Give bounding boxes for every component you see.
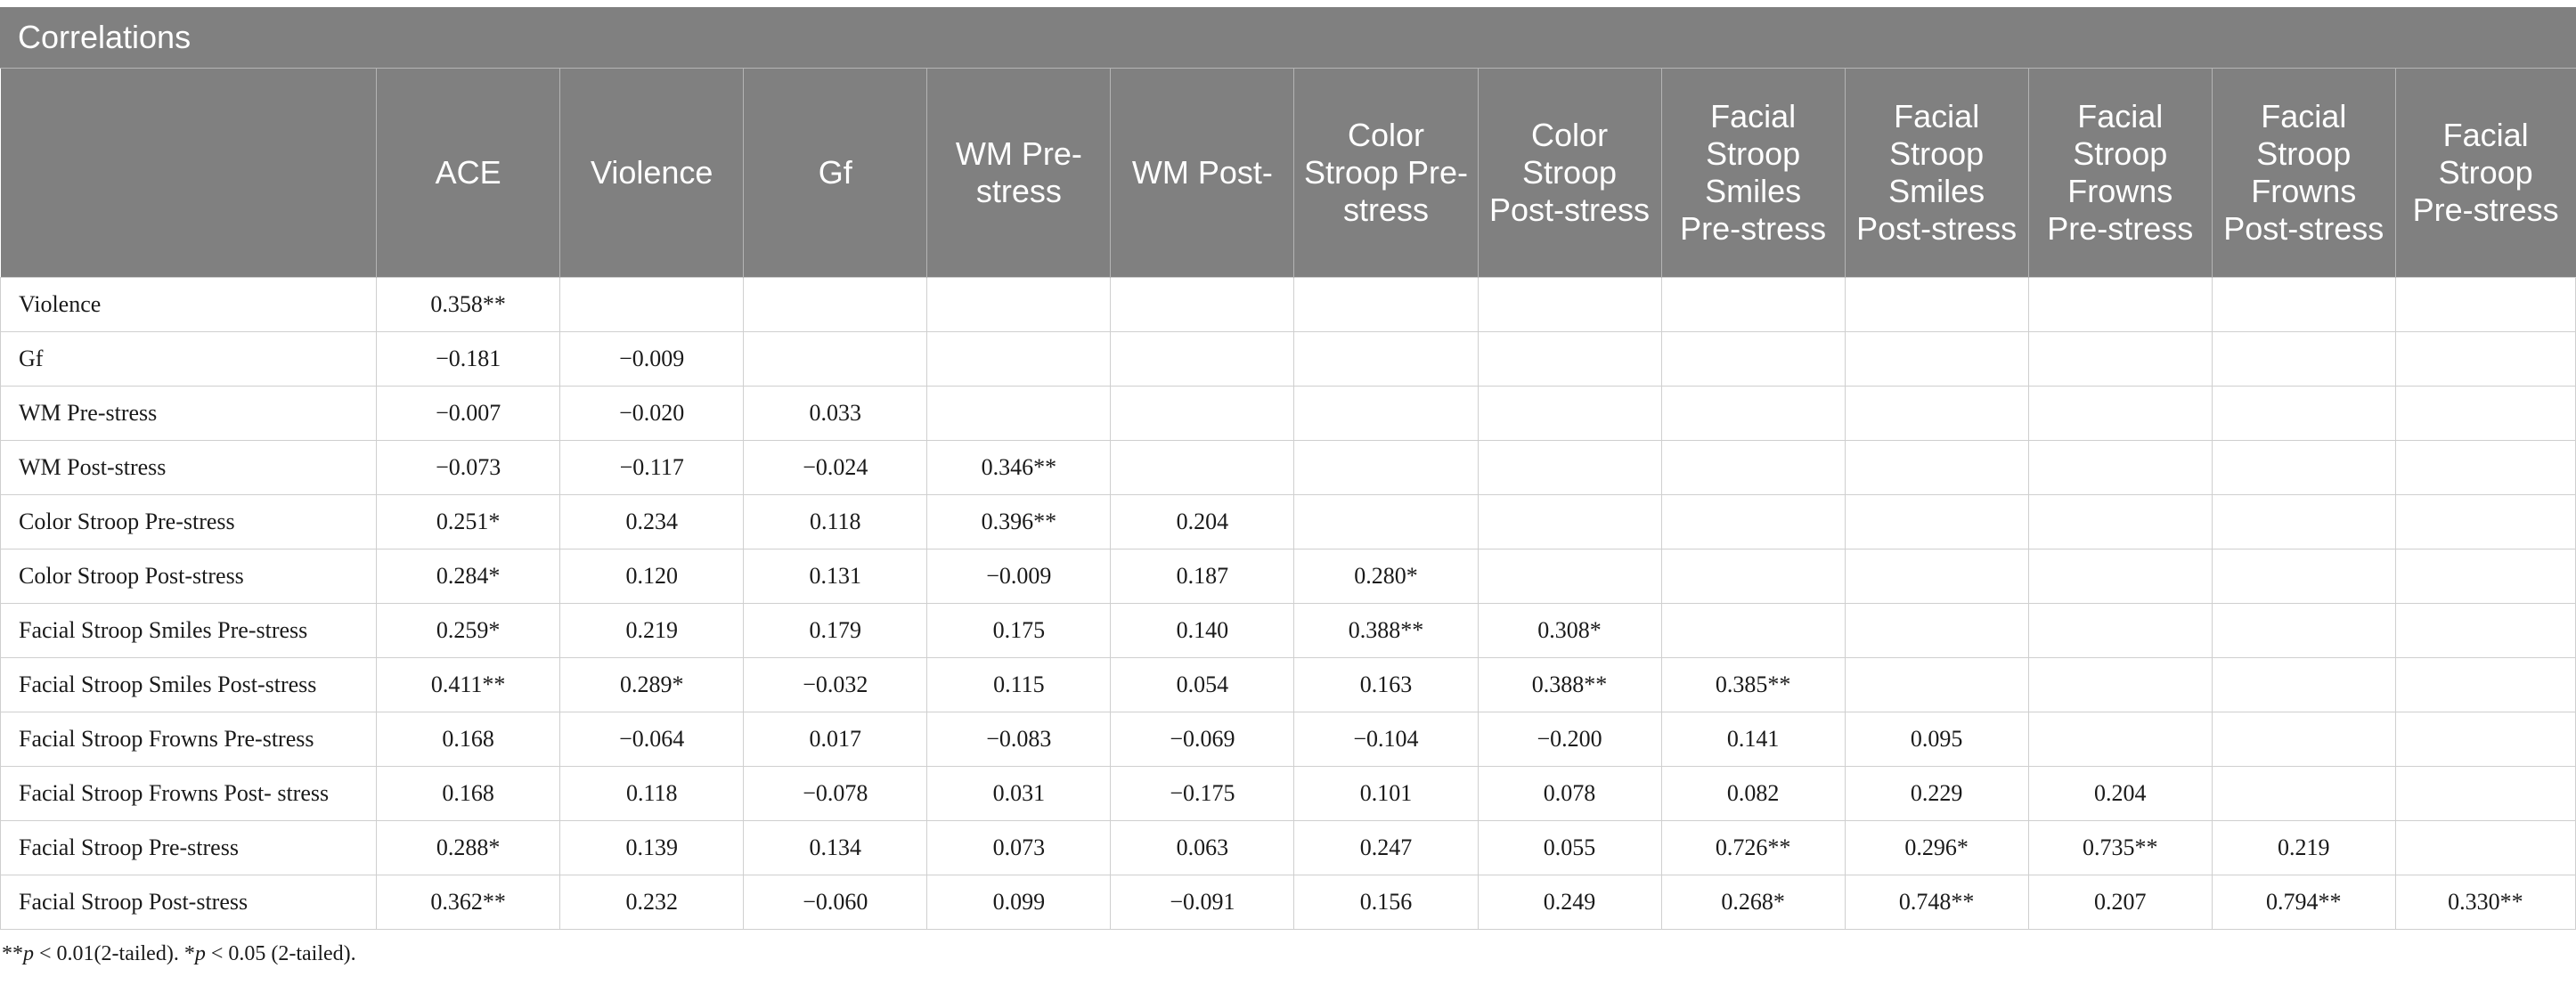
table-row bbox=[1, 821, 2576, 875]
table-cell: 0.268* bbox=[1661, 875, 1845, 930]
table-row bbox=[1, 332, 2576, 387]
table-cell: 0.055 bbox=[1478, 821, 1661, 875]
table-cell bbox=[1294, 387, 1478, 441]
table-cell: 0.358** bbox=[377, 278, 560, 332]
table-cell: 0.168 bbox=[377, 712, 560, 767]
column-header: Facial Stroop Pre-stress bbox=[2395, 69, 2575, 278]
table-cell: 0.141 bbox=[1661, 712, 1845, 767]
row-label: Facial Stroop Pre-stress bbox=[1, 821, 377, 875]
table-cell: 0.118 bbox=[560, 767, 744, 821]
table-cell bbox=[1845, 549, 2028, 604]
footnote-p-symbol: p bbox=[194, 942, 206, 965]
table-cell: 0.219 bbox=[560, 604, 744, 658]
column-header: ACE bbox=[377, 69, 560, 278]
table-cell bbox=[1111, 332, 1294, 387]
table-cell: 0.411** bbox=[377, 658, 560, 712]
table-cell bbox=[1845, 441, 2028, 495]
row-label: WM Pre-stress bbox=[1, 387, 377, 441]
table-cell bbox=[2028, 441, 2212, 495]
table-cell bbox=[2395, 658, 2575, 712]
table-cell: −0.064 bbox=[560, 712, 744, 767]
column-header: Facial Stroop Smiles Post-stress bbox=[1845, 69, 2028, 278]
table-cell: 0.156 bbox=[1294, 875, 1478, 930]
table-row bbox=[1, 767, 2576, 821]
table-cell: 0.118 bbox=[744, 495, 927, 549]
table-cell: 0.099 bbox=[927, 875, 1111, 930]
table-cell bbox=[927, 278, 1111, 332]
table-cell bbox=[2028, 712, 2212, 767]
row-label: Facial Stroop Smiles Post-stress bbox=[1, 658, 377, 712]
table-cell bbox=[1294, 278, 1478, 332]
table-cell bbox=[1478, 495, 1661, 549]
table-cell bbox=[2212, 712, 2395, 767]
table-cell: 0.139 bbox=[560, 821, 744, 875]
table-cell: 0.082 bbox=[1661, 767, 1845, 821]
footnote-text-2: < 0.05 (2-tailed). bbox=[205, 942, 356, 965]
table-cell: 0.280* bbox=[1294, 549, 1478, 604]
header-row bbox=[1, 69, 2576, 278]
table-cell: 0.735** bbox=[2028, 821, 2212, 875]
column-header: Gf bbox=[744, 69, 927, 278]
table-cell bbox=[1294, 332, 1478, 387]
table-cell: 0.033 bbox=[744, 387, 927, 441]
table-cell: 0.229 bbox=[1845, 767, 2028, 821]
table-cell bbox=[2395, 387, 2575, 441]
table-cell bbox=[1111, 278, 1294, 332]
table-cell bbox=[1845, 495, 2028, 549]
table-row bbox=[1, 495, 2576, 549]
table-cell bbox=[1845, 658, 2028, 712]
table-cell: 0.362** bbox=[377, 875, 560, 930]
table-cell: 0.296* bbox=[1845, 821, 2028, 875]
table-cell: 0.140 bbox=[1111, 604, 1294, 658]
table-cell bbox=[2395, 332, 2575, 387]
table-cell bbox=[2395, 549, 2575, 604]
table-cell: 0.249 bbox=[1478, 875, 1661, 930]
table-row bbox=[1, 604, 2576, 658]
column-header: Facial Stroop Frowns Pre-stress bbox=[2028, 69, 2212, 278]
table-cell bbox=[2395, 441, 2575, 495]
table-cell: 0.284* bbox=[377, 549, 560, 604]
table-caption: Correlations bbox=[0, 7, 2576, 69]
table-cell: −0.175 bbox=[1111, 767, 1294, 821]
correlations-table-figure bbox=[0, 7, 2576, 966]
table-cell bbox=[2395, 712, 2575, 767]
table-cell: 0.120 bbox=[560, 549, 744, 604]
row-label: Facial Stroop Smiles Pre-stress bbox=[1, 604, 377, 658]
table-cell bbox=[1661, 387, 1845, 441]
table-cell bbox=[1661, 604, 1845, 658]
table-cell: −0.009 bbox=[927, 549, 1111, 604]
table-cell bbox=[1478, 278, 1661, 332]
table-cell bbox=[1845, 387, 2028, 441]
table-row bbox=[1, 712, 2576, 767]
table-row bbox=[1, 387, 2576, 441]
table-cell bbox=[1478, 387, 1661, 441]
table-cell bbox=[1661, 332, 1845, 387]
table-cell: −0.091 bbox=[1111, 875, 1294, 930]
table-cell bbox=[2212, 604, 2395, 658]
table-cell bbox=[927, 332, 1111, 387]
table-cell bbox=[1661, 495, 1845, 549]
table-cell: 0.219 bbox=[2212, 821, 2395, 875]
table-cell: −0.009 bbox=[560, 332, 744, 387]
table-cell: 0.163 bbox=[1294, 658, 1478, 712]
column-header: Violence bbox=[560, 69, 744, 278]
table-cell: 0.134 bbox=[744, 821, 927, 875]
row-label: Color Stroop Post-stress bbox=[1, 549, 377, 604]
footnote-stars: ** bbox=[2, 942, 23, 965]
footnote-p-symbol: p bbox=[23, 942, 34, 965]
table-cell: 0.179 bbox=[744, 604, 927, 658]
table-cell bbox=[1478, 441, 1661, 495]
table-cell: −0.104 bbox=[1294, 712, 1478, 767]
table-row bbox=[1, 875, 2576, 930]
table-cell: 0.017 bbox=[744, 712, 927, 767]
table-cell bbox=[2028, 658, 2212, 712]
table-cell: 0.073 bbox=[927, 821, 1111, 875]
table-cell bbox=[2212, 441, 2395, 495]
table-cell: 0.207 bbox=[2028, 875, 2212, 930]
table-cell bbox=[2028, 332, 2212, 387]
column-header: Color Stroop Pre-stress bbox=[1294, 69, 1478, 278]
table-cell bbox=[2395, 495, 2575, 549]
table-cell bbox=[2212, 495, 2395, 549]
table-cell: −0.078 bbox=[744, 767, 927, 821]
table-cell: 0.247 bbox=[1294, 821, 1478, 875]
row-label: Facial Stroop Post-stress bbox=[1, 875, 377, 930]
table-cell: −0.200 bbox=[1478, 712, 1661, 767]
table-cell: 0.031 bbox=[927, 767, 1111, 821]
table-row bbox=[1, 549, 2576, 604]
table-cell bbox=[2395, 604, 2575, 658]
table-cell bbox=[2028, 604, 2212, 658]
row-label: Facial Stroop Frowns Post- stress bbox=[1, 767, 377, 821]
row-label: Facial Stroop Frowns Pre-stress bbox=[1, 712, 377, 767]
row-label: Gf bbox=[1, 332, 377, 387]
table-cell: −0.020 bbox=[560, 387, 744, 441]
table-cell: 0.346** bbox=[927, 441, 1111, 495]
table-cell: 0.748** bbox=[1845, 875, 2028, 930]
table-footnote bbox=[0, 930, 2576, 966]
table-cell bbox=[1294, 441, 1478, 495]
table-cell bbox=[1661, 549, 1845, 604]
table-cell: 0.115 bbox=[927, 658, 1111, 712]
table-cell bbox=[1478, 332, 1661, 387]
table-cell: 0.251* bbox=[377, 495, 560, 549]
table-cell: 0.794** bbox=[2212, 875, 2395, 930]
table-cell: 0.234 bbox=[560, 495, 744, 549]
table-row bbox=[1, 278, 2576, 332]
column-header: WM Pre-stress bbox=[927, 69, 1111, 278]
table-cell bbox=[1845, 604, 2028, 658]
table-cell: 0.288* bbox=[377, 821, 560, 875]
table-cell: 0.187 bbox=[1111, 549, 1294, 604]
table-cell bbox=[2212, 549, 2395, 604]
table-cell bbox=[1845, 332, 2028, 387]
table-cell bbox=[744, 332, 927, 387]
table-cell bbox=[1661, 441, 1845, 495]
table-cell bbox=[2028, 387, 2212, 441]
table-cell bbox=[2395, 767, 2575, 821]
table-cell: −0.181 bbox=[377, 332, 560, 387]
table-cell: 0.289* bbox=[560, 658, 744, 712]
table-cell: −0.083 bbox=[927, 712, 1111, 767]
table-cell: 0.101 bbox=[1294, 767, 1478, 821]
row-label: Violence bbox=[1, 278, 377, 332]
table-cell bbox=[1845, 278, 2028, 332]
table-cell: −0.032 bbox=[744, 658, 927, 712]
table-row bbox=[1, 658, 2576, 712]
table-cell: 0.726** bbox=[1661, 821, 1845, 875]
table-cell: 0.330** bbox=[2395, 875, 2575, 930]
row-label: WM Post-stress bbox=[1, 441, 377, 495]
footnote-text-1: < 0.01(2-tailed). * bbox=[34, 942, 195, 965]
table-cell bbox=[1478, 549, 1661, 604]
table-cell bbox=[744, 278, 927, 332]
table-cell: 0.175 bbox=[927, 604, 1111, 658]
table-cell: 0.063 bbox=[1111, 821, 1294, 875]
header-cell-corner bbox=[1, 69, 377, 278]
table-cell: 0.204 bbox=[1111, 495, 1294, 549]
column-header: Facial Stroop Frowns Post-stress bbox=[2212, 69, 2395, 278]
table-cell: −0.117 bbox=[560, 441, 744, 495]
table-cell: 0.232 bbox=[560, 875, 744, 930]
table-row bbox=[1, 441, 2576, 495]
table-cell bbox=[2028, 549, 2212, 604]
table-cell: −0.069 bbox=[1111, 712, 1294, 767]
table-cell: 0.388** bbox=[1478, 658, 1661, 712]
table-cell: 0.259* bbox=[377, 604, 560, 658]
table-cell bbox=[2028, 278, 2212, 332]
table-cell bbox=[927, 387, 1111, 441]
table-cell bbox=[2395, 821, 2575, 875]
table-cell: 0.168 bbox=[377, 767, 560, 821]
column-header: WM Post- bbox=[1111, 69, 1294, 278]
table-cell bbox=[1111, 387, 1294, 441]
table-cell: −0.007 bbox=[377, 387, 560, 441]
table-cell: −0.024 bbox=[744, 441, 927, 495]
table-cell: 0.204 bbox=[2028, 767, 2212, 821]
table-cell: 0.131 bbox=[744, 549, 927, 604]
table-cell bbox=[2028, 495, 2212, 549]
table-cell bbox=[2212, 767, 2395, 821]
column-header: Color Stroop Post-stress bbox=[1478, 69, 1661, 278]
table-cell bbox=[1111, 441, 1294, 495]
table-cell bbox=[2212, 658, 2395, 712]
row-label: Color Stroop Pre-stress bbox=[1, 495, 377, 549]
correlation-table bbox=[0, 69, 2576, 930]
table-cell: 0.396** bbox=[927, 495, 1111, 549]
table-cell bbox=[2212, 278, 2395, 332]
table-body bbox=[1, 278, 2576, 930]
table-cell bbox=[1661, 278, 1845, 332]
table-cell: −0.060 bbox=[744, 875, 927, 930]
table-cell: 0.385** bbox=[1661, 658, 1845, 712]
table-cell bbox=[2212, 332, 2395, 387]
table-cell: 0.078 bbox=[1478, 767, 1661, 821]
table-cell bbox=[2395, 278, 2575, 332]
table-cell: 0.308* bbox=[1478, 604, 1661, 658]
table-cell: 0.054 bbox=[1111, 658, 1294, 712]
column-header: Facial Stroop Smiles Pre-stress bbox=[1661, 69, 1845, 278]
table-cell bbox=[560, 278, 744, 332]
table-cell: −0.073 bbox=[377, 441, 560, 495]
table-cell bbox=[2212, 387, 2395, 441]
table-cell bbox=[1294, 495, 1478, 549]
table-cell: 0.095 bbox=[1845, 712, 2028, 767]
table-cell: 0.388** bbox=[1294, 604, 1478, 658]
